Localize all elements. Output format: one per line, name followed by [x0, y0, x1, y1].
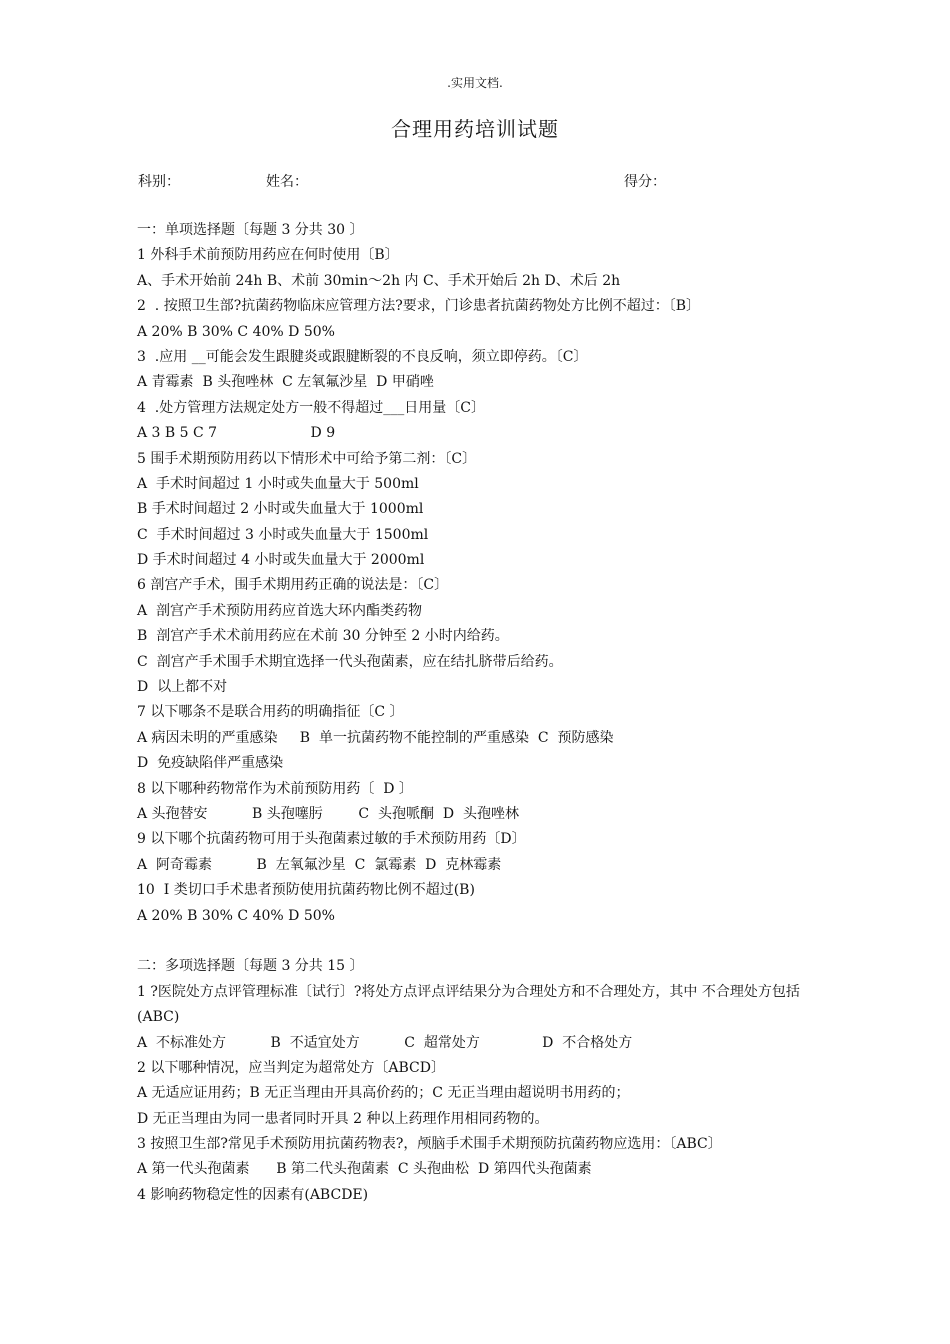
options-line: D 手术时间超过 4 小时或失血量大于 2000ml [137, 552, 425, 569]
question-line: 2 . 按照卫生部?抗菌药物临床应管理方法?要求，门诊患者抗菌药物处方比例不超过：〔B〕 [137, 298, 701, 315]
section-heading-multiple-choice: 二：多项选择题〔每题 3 分共 15 〕 [137, 958, 364, 975]
question-line: 7 以下哪条不是联合用药的明确指征〔C 〕 [137, 704, 404, 721]
question-line: 6 剖宫产手术，围手术期用药正确的说法是：〔C〕 [137, 577, 449, 594]
options-line: A 3 B 5 C 7 D 9 [137, 425, 336, 442]
options-line: C 手术时间超过 3 小时或失血量大于 1500ml [137, 526, 429, 543]
options-line: A 剖宫产手术预防用药应首选大环内酯类药物 [137, 602, 423, 619]
options-line: A 手术时间超过 1 小时或失血量大于 500ml [137, 475, 419, 492]
options-line: A、手术开始前 24h B、术前 30min～2h 内 C、手术开始后 2h D、术后 2h [137, 272, 621, 289]
question-line: 3 .应用 __可能会发生跟腱炎或跟腱断裂的不良反响，须立即停药。〔C〕 [137, 348, 588, 365]
dept-field-label: 科别： [138, 174, 180, 190]
options-line: B 剖宫产手术术前用药应在术前 30 分钟至 2 小时内给药。 [137, 628, 509, 645]
options-line: D 以上都不对 [137, 679, 228, 696]
question-line: 4 影响药物稳定性的因素有(ABCDE) [137, 1186, 369, 1203]
question-line: 1 外科手术前预防用药应在何时使用〔B〕 [137, 247, 399, 264]
options-line: A 头孢替安 B 头孢噻肟 C 头孢哌酮 D 头孢唑林 [137, 805, 520, 822]
section-heading-single-choice: 一：单项选择题〔每题 3 分共 30 〕 [137, 222, 364, 238]
document-title: 合理用药培训试题 [391, 117, 559, 141]
options-line: A 病因未明的严重感染 B 单一抗菌药物不能控制的严重感染 C 预防感染 [137, 729, 614, 746]
score-field-label: 得分： [624, 174, 666, 190]
section-spacer [137, 929, 827, 954]
options-line: C 剖宫产手术围手术期宜选择一代头孢菌素，应在结扎脐带后给药。 [137, 653, 563, 670]
options-line: A 不标准处方 B 不适宜处方 C 超常处方 D 不合格处方 [137, 1034, 633, 1051]
question-line: 5 围手术期预防用药以下情形术中可给予第二剂：〔C〕 [137, 450, 477, 467]
options-line: D 无正当理由为同一患者同时开具 2 种以上药理作用相同药物的。 [137, 1110, 549, 1127]
question-line: 4 .处方管理方法规定处方一般不得超过___日用量〔C〕 [137, 399, 485, 416]
options-line: A 20% B 30% C 40% D 50% [137, 907, 335, 924]
name-field-label: 姓名： [266, 174, 308, 190]
question-line: 8 以下哪种药物常作为术前预防用药〔 D 〕 [137, 780, 413, 797]
header-note: .实用文档. [447, 76, 503, 90]
question-line: 2 以下哪种情况，应当判定为超常处方〔ABCD〕 [137, 1059, 445, 1076]
question-line: 3 按照卫生部?常见手术预防用抗菌药物表?，颅脑手术围手术期预防抗菌药物应选用：〔ABC〕 [137, 1136, 722, 1153]
options-line: D 免疫缺陷伴严重感染 [137, 755, 284, 772]
options-line: A 无适应证用药；B 无正当理由开具高价药的；C 无正当理由超说明书用药的； [137, 1085, 630, 1102]
question-line: 1 ?医院处方点评管理标准〔试行〕?将处方点评点评结果分为合理处方和不合理处方，其中 不合理处方包括(ABC) [137, 983, 800, 1026]
options-line: A 青霉素 B 头孢唑林 C 左氧氟沙星 D 甲硝唑 [137, 374, 434, 391]
options-line: A 阿奇霉素 B 左氧氟沙星 C 氯霉素 D 克林霉素 [137, 856, 502, 873]
options-line: A 第一代头孢菌素 B 第二代头孢菌素 C 头孢曲松 D 第四代头孢菌素 [137, 1161, 592, 1178]
question-line: 10 I 类切口手术患者预防使用抗菌药物比例不超过(B) [137, 882, 475, 899]
exam-body [137, 218, 827, 1208]
question-line: 9 以下哪个抗菌药物可用于头孢菌素过敏的手术预防用药〔D〕 [137, 831, 526, 848]
options-line: A 20% B 30% C 40% D 50% [137, 323, 335, 340]
options-line: B 手术时间超过 2 小时或失血量大于 1000ml [137, 501, 424, 518]
